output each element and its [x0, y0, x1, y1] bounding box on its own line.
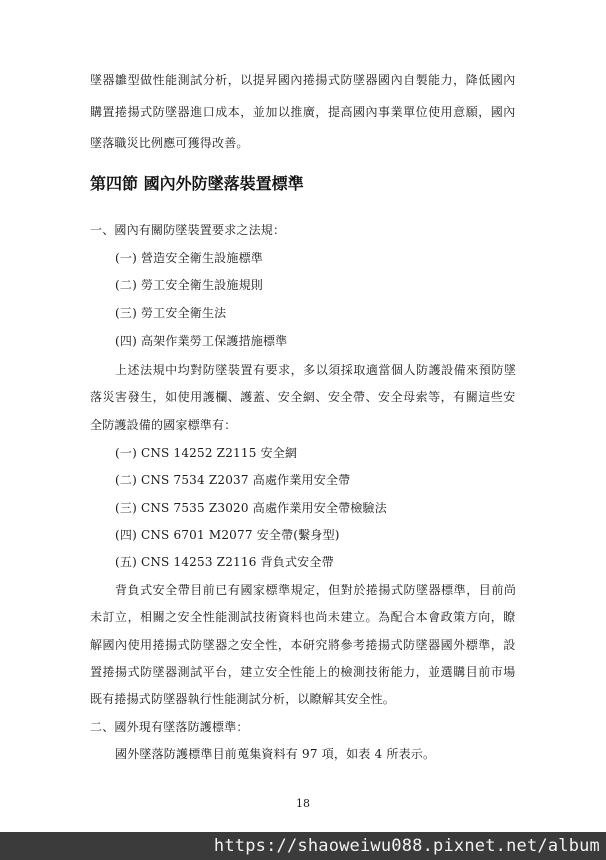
closing-line-5: 既有捲揚式防墜器執行性能測試分析，以瞭解其安全性。 [90, 692, 396, 706]
regulation-item: (一) 營造安全衛生設施標準 [115, 251, 263, 265]
closing-line-4: 置捲揚式防墜器測試平台，建立安全性能上的檢測技術能力，並選購目前市場 [90, 665, 516, 679]
standard-item: (五) CNS 14253 Z2116 背負式安全帶 [115, 555, 334, 569]
paragraph-line-2: 落災害發生，如使用護欄、護蓋、安全網、安全帶、安全母索等，有關這些安 [90, 390, 516, 404]
intro-line-2: 購置捲揚式防墜器進口成本，並加以推廣，提高國內事業單位使用意願，國內 [90, 105, 516, 119]
standard-item: (四) CNS 6701 M2077 安全帶(繫身型) [115, 528, 340, 542]
closing-line-3: 解國內使用捲揚式防墜器之安全性，本研究將參考捲揚式防墜器國外標準，設 [90, 638, 516, 652]
regulation-item: (三) 勞工安全衛生法 [115, 306, 227, 320]
closing-line-1: 背負式安全帶目前已有國家標準規定，但對於捲揚式防墜器標準，目前尚 [115, 583, 517, 597]
part1-title: 一、國內有關防墜裝置要求之法規： [90, 223, 286, 237]
paragraph-line-3: 全防護設備的國家標準有： [90, 418, 237, 432]
page-number: 18 [296, 797, 310, 810]
watermark-bar [0, 832, 606, 860]
standard-item: (一) CNS 14252 Z2115 安全網 [115, 446, 298, 460]
watermark-url[interactable]: https://shaoweiwu088.pixnet.net/album [213, 836, 600, 856]
intro-line-1: 墜器雛型做性能測試分析，以提昇國內捲揚式防墜器國內自製能力，降低國內 [90, 73, 516, 87]
part2-title: 二、國外現有墜落防護標準： [90, 720, 249, 734]
intro-line-3: 墜落職災比例應可獲得改善。 [90, 136, 249, 150]
standard-item: (三) CNS 7535 Z3020 高處作業用安全帶檢驗法 [115, 501, 387, 515]
section-heading: 第四節 國內外防墜落裝置標準 [90, 174, 304, 193]
paragraph-line-1: 上述法規中均對防墜裝置有要求，多以須採取適當個人防護設備來預防墜 [115, 363, 517, 377]
part2-body: 國外墜落防護標準目前蒐集資料有 97 項，如表 4 所表示。 [115, 747, 436, 761]
closing-line-2: 未訂立，相關之安全性能測試技術資料也尚未建立。為配合本會政策方向，瞭 [90, 610, 516, 624]
regulation-item: (四) 高架作業勞工保護措施標準 [115, 334, 288, 348]
regulation-item: (二) 勞工安全衛生設施規則 [115, 278, 263, 292]
standard-item: (二) CNS 7534 Z2037 高處作業用安全帶 [115, 473, 351, 487]
